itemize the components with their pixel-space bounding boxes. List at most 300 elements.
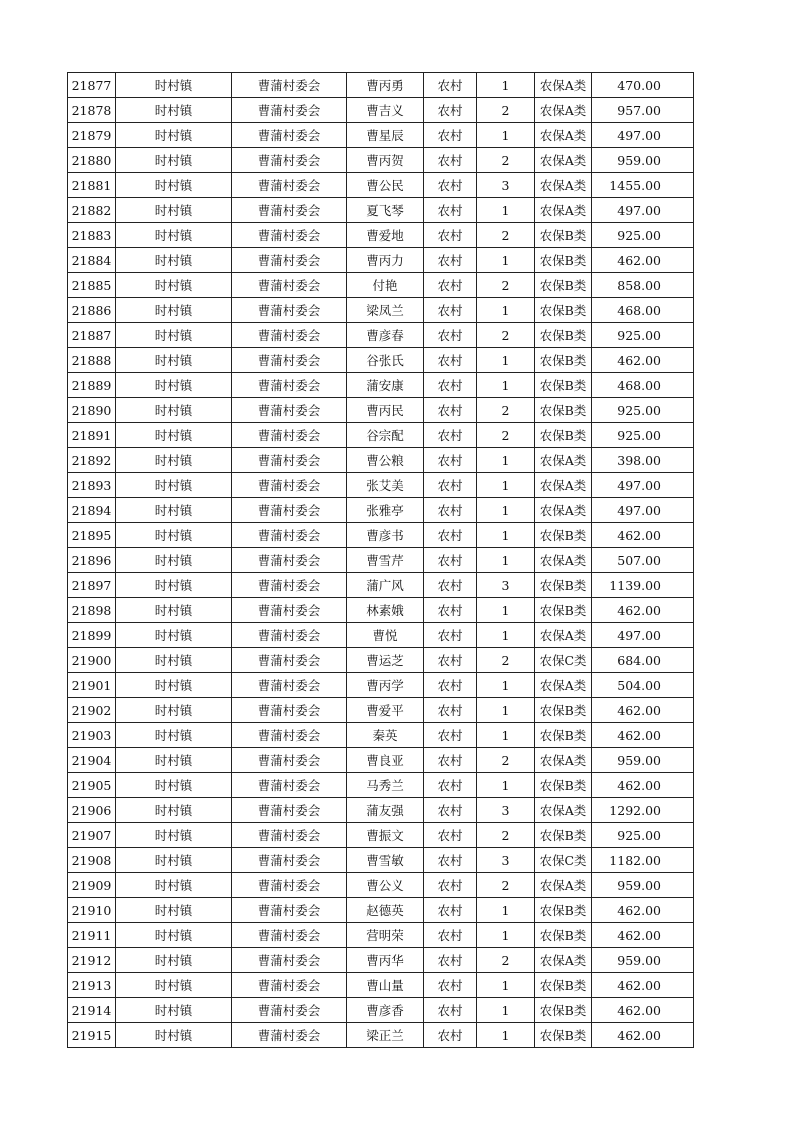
insurance-category-cell: 农保A类 (535, 98, 592, 123)
area-type-cell: 农村 (424, 123, 477, 148)
table-row (68, 423, 694, 448)
amount-cell: 925.00 (592, 323, 694, 348)
table-row (68, 698, 694, 723)
insurance-category-cell: 农保B类 (535, 373, 592, 398)
serial-number-cell: 21912 (68, 948, 116, 973)
amount-cell: 959.00 (592, 948, 694, 973)
area-type-cell: 农村 (424, 523, 477, 548)
name-cell: 曹丙贺 (347, 148, 424, 173)
insurance-category-cell: 农保A类 (535, 948, 592, 973)
table-row (68, 973, 694, 998)
name-cell: 谷宗配 (347, 423, 424, 448)
household-count-cell: 2 (477, 748, 535, 773)
household-count-cell: 1 (477, 723, 535, 748)
serial-number-cell: 21889 (68, 373, 116, 398)
village-committee-cell: 曹蒲村委会 (232, 323, 347, 348)
insurance-category-cell: 农保B类 (535, 298, 592, 323)
table-row (68, 823, 694, 848)
household-count-cell: 2 (477, 98, 535, 123)
area-type-cell: 农村 (424, 348, 477, 373)
town-cell: 时村镇 (116, 173, 232, 198)
household-count-cell: 1 (477, 973, 535, 998)
amount-cell: 462.00 (592, 248, 694, 273)
name-cell: 曹丙学 (347, 673, 424, 698)
household-count-cell: 1 (477, 448, 535, 473)
area-type-cell: 农村 (424, 73, 477, 98)
name-cell: 曹丙华 (347, 948, 424, 973)
name-cell: 梁正兰 (347, 1023, 424, 1048)
household-count-cell: 3 (477, 798, 535, 823)
amount-cell: 925.00 (592, 398, 694, 423)
area-type-cell: 农村 (424, 723, 477, 748)
village-committee-cell: 曹蒲村委会 (232, 723, 347, 748)
village-committee-cell: 曹蒲村委会 (232, 273, 347, 298)
village-committee-cell: 曹蒲村委会 (232, 948, 347, 973)
town-cell: 时村镇 (116, 1023, 232, 1048)
household-count-cell: 2 (477, 223, 535, 248)
town-cell: 时村镇 (116, 473, 232, 498)
insurance-category-cell: 农保B类 (535, 973, 592, 998)
town-cell: 时村镇 (116, 748, 232, 773)
name-cell: 秦英 (347, 723, 424, 748)
household-count-cell: 1 (477, 698, 535, 723)
village-committee-cell: 曹蒲村委会 (232, 248, 347, 273)
table-row (68, 898, 694, 923)
insurance-category-cell: 农保B类 (535, 823, 592, 848)
table-row (68, 298, 694, 323)
town-cell: 时村镇 (116, 648, 232, 673)
household-count-cell: 1 (477, 548, 535, 573)
table-row (68, 748, 694, 773)
area-type-cell: 农村 (424, 223, 477, 248)
amount-cell: 462.00 (592, 923, 694, 948)
serial-number-cell: 21882 (68, 198, 116, 223)
serial-number-cell: 21895 (68, 523, 116, 548)
serial-number-cell: 21879 (68, 123, 116, 148)
household-count-cell: 2 (477, 398, 535, 423)
insurance-category-cell: 农保A类 (535, 148, 592, 173)
town-cell: 时村镇 (116, 673, 232, 698)
name-cell: 蒲安康 (347, 373, 424, 398)
name-cell: 曹丙力 (347, 248, 424, 273)
table-row (68, 873, 694, 898)
insurance-category-cell: 农保B类 (535, 698, 592, 723)
household-count-cell: 1 (477, 598, 535, 623)
insurance-category-cell: 农保B类 (535, 573, 592, 598)
table-row (68, 623, 694, 648)
serial-number-cell: 21897 (68, 573, 116, 598)
amount-cell: 497.00 (592, 623, 694, 648)
name-cell: 曹彦香 (347, 998, 424, 1023)
serial-number-cell: 21880 (68, 148, 116, 173)
table-row (68, 273, 694, 298)
household-count-cell: 1 (477, 348, 535, 373)
town-cell: 时村镇 (116, 348, 232, 373)
insurance-category-cell: 农保B类 (535, 248, 592, 273)
serial-number-cell: 21890 (68, 398, 116, 423)
amount-cell: 959.00 (592, 748, 694, 773)
area-type-cell: 农村 (424, 573, 477, 598)
household-count-cell: 1 (477, 473, 535, 498)
insurance-category-cell: 农保B类 (535, 773, 592, 798)
area-type-cell: 农村 (424, 823, 477, 848)
table-row (68, 148, 694, 173)
area-type-cell: 农村 (424, 298, 477, 323)
household-count-cell: 1 (477, 198, 535, 223)
village-committee-cell: 曹蒲村委会 (232, 673, 347, 698)
amount-cell: 1455.00 (592, 173, 694, 198)
serial-number-cell: 21908 (68, 848, 116, 873)
insurance-category-cell: 农保A类 (535, 198, 592, 223)
town-cell: 时村镇 (116, 623, 232, 648)
serial-number-cell: 21911 (68, 923, 116, 948)
name-cell: 曹彦春 (347, 323, 424, 348)
insurance-category-cell: 农保B类 (535, 348, 592, 373)
name-cell: 付艳 (347, 273, 424, 298)
insurance-category-cell: 农保B类 (535, 923, 592, 948)
town-cell: 时村镇 (116, 448, 232, 473)
serial-number-cell: 21881 (68, 173, 116, 198)
table-row (68, 648, 694, 673)
serial-number-cell: 21910 (68, 898, 116, 923)
household-count-cell: 1 (477, 673, 535, 698)
amount-cell: 468.00 (592, 298, 694, 323)
amount-cell: 497.00 (592, 498, 694, 523)
name-cell: 曹丙民 (347, 398, 424, 423)
amount-cell: 462.00 (592, 1023, 694, 1048)
area-type-cell: 农村 (424, 598, 477, 623)
town-cell: 时村镇 (116, 723, 232, 748)
household-count-cell: 1 (477, 123, 535, 148)
village-committee-cell: 曹蒲村委会 (232, 848, 347, 873)
serial-number-cell: 21898 (68, 598, 116, 623)
table-row (68, 948, 694, 973)
serial-number-cell: 21893 (68, 473, 116, 498)
village-committee-cell: 曹蒲村委会 (232, 973, 347, 998)
amount-cell: 1292.00 (592, 798, 694, 823)
name-cell: 曹公民 (347, 173, 424, 198)
insurance-category-cell: 农保C类 (535, 848, 592, 873)
serial-number-cell: 21894 (68, 498, 116, 523)
town-cell: 时村镇 (116, 498, 232, 523)
area-type-cell: 农村 (424, 198, 477, 223)
household-count-cell: 3 (477, 848, 535, 873)
amount-cell: 462.00 (592, 973, 694, 998)
table-row (68, 1023, 694, 1048)
village-committee-cell: 曹蒲村委会 (232, 598, 347, 623)
village-committee-cell: 曹蒲村委会 (232, 73, 347, 98)
serial-number-cell: 21892 (68, 448, 116, 473)
household-count-cell: 1 (477, 298, 535, 323)
village-committee-cell: 曹蒲村委会 (232, 473, 347, 498)
amount-cell: 462.00 (592, 998, 694, 1023)
serial-number-cell: 21883 (68, 223, 116, 248)
insurance-category-cell: 农保B类 (535, 323, 592, 348)
name-cell: 梁凤兰 (347, 298, 424, 323)
table-row (68, 73, 694, 98)
insurance-category-cell: 农保A类 (535, 473, 592, 498)
amount-cell: 504.00 (592, 673, 694, 698)
town-cell: 时村镇 (116, 873, 232, 898)
serial-number-cell: 21877 (68, 73, 116, 98)
serial-number-cell: 21909 (68, 873, 116, 898)
insurance-category-cell: 农保A类 (535, 748, 592, 773)
amount-cell: 959.00 (592, 873, 694, 898)
serial-number-cell: 21888 (68, 348, 116, 373)
town-cell: 时村镇 (116, 523, 232, 548)
household-count-cell: 1 (477, 373, 535, 398)
town-cell: 时村镇 (116, 798, 232, 823)
amount-cell: 462.00 (592, 773, 694, 798)
village-committee-cell: 曹蒲村委会 (232, 798, 347, 823)
household-count-cell: 1 (477, 248, 535, 273)
area-type-cell: 农村 (424, 473, 477, 498)
insurance-category-cell: 农保A类 (535, 498, 592, 523)
area-type-cell: 农村 (424, 898, 477, 923)
area-type-cell: 农村 (424, 998, 477, 1023)
town-cell: 时村镇 (116, 323, 232, 348)
village-committee-cell: 曹蒲村委会 (232, 223, 347, 248)
area-type-cell: 农村 (424, 248, 477, 273)
name-cell: 曹彦书 (347, 523, 424, 548)
village-committee-cell: 曹蒲村委会 (232, 1023, 347, 1048)
household-count-cell: 1 (477, 998, 535, 1023)
town-cell: 时村镇 (116, 373, 232, 398)
village-committee-cell: 曹蒲村委会 (232, 823, 347, 848)
amount-cell: 925.00 (592, 423, 694, 448)
amount-cell: 468.00 (592, 373, 694, 398)
village-committee-cell: 曹蒲村委会 (232, 423, 347, 448)
insurance-category-cell: 农保A类 (535, 123, 592, 148)
area-type-cell: 农村 (424, 848, 477, 873)
name-cell: 林素娥 (347, 598, 424, 623)
name-cell: 赵德英 (347, 898, 424, 923)
town-cell: 时村镇 (116, 998, 232, 1023)
insurance-category-cell: 农保B类 (535, 398, 592, 423)
serial-number-cell: 21900 (68, 648, 116, 673)
area-type-cell: 农村 (424, 273, 477, 298)
table-row (68, 523, 694, 548)
insurance-category-cell: 农保A类 (535, 873, 592, 898)
amount-cell: 462.00 (592, 898, 694, 923)
amount-cell: 398.00 (592, 448, 694, 473)
amount-cell: 957.00 (592, 98, 694, 123)
amount-cell: 959.00 (592, 148, 694, 173)
serial-number-cell: 21906 (68, 798, 116, 823)
village-committee-cell: 曹蒲村委会 (232, 623, 347, 648)
serial-number-cell: 21903 (68, 723, 116, 748)
table-row (68, 498, 694, 523)
table-row (68, 223, 694, 248)
amount-cell: 925.00 (592, 823, 694, 848)
table-row (68, 923, 694, 948)
village-committee-cell: 曹蒲村委会 (232, 548, 347, 573)
household-count-cell: 2 (477, 873, 535, 898)
insurance-category-cell: 农保A类 (535, 798, 592, 823)
town-cell: 时村镇 (116, 198, 232, 223)
amount-cell: 1182.00 (592, 848, 694, 873)
table-row (68, 798, 694, 823)
household-count-cell: 1 (477, 623, 535, 648)
name-cell: 曹公粮 (347, 448, 424, 473)
insurance-category-cell: 农保A类 (535, 623, 592, 648)
insurance-category-cell: 农保B类 (535, 423, 592, 448)
town-cell: 时村镇 (116, 148, 232, 173)
area-type-cell: 农村 (424, 673, 477, 698)
area-type-cell: 农村 (424, 973, 477, 998)
town-cell: 时村镇 (116, 423, 232, 448)
table-row (68, 398, 694, 423)
area-type-cell: 农村 (424, 373, 477, 398)
area-type-cell: 农村 (424, 423, 477, 448)
name-cell: 蒲友强 (347, 798, 424, 823)
table-row (68, 848, 694, 873)
village-committee-cell: 曹蒲村委会 (232, 648, 347, 673)
area-type-cell: 农村 (424, 398, 477, 423)
area-type-cell: 农村 (424, 1023, 477, 1048)
village-committee-cell: 曹蒲村委会 (232, 123, 347, 148)
town-cell: 时村镇 (116, 848, 232, 873)
town-cell: 时村镇 (116, 223, 232, 248)
village-committee-cell: 曹蒲村委会 (232, 923, 347, 948)
insurance-category-cell: 农保A类 (535, 548, 592, 573)
table-row (68, 548, 694, 573)
serial-number-cell: 21878 (68, 98, 116, 123)
amount-cell: 462.00 (592, 723, 694, 748)
household-count-cell: 1 (477, 523, 535, 548)
insurance-category-cell: 农保A类 (535, 448, 592, 473)
serial-number-cell: 21904 (68, 748, 116, 773)
household-count-cell: 3 (477, 173, 535, 198)
amount-cell: 684.00 (592, 648, 694, 673)
village-committee-cell: 曹蒲村委会 (232, 523, 347, 548)
serial-number-cell: 21884 (68, 248, 116, 273)
town-cell: 时村镇 (116, 248, 232, 273)
name-cell: 曹爱地 (347, 223, 424, 248)
area-type-cell: 农村 (424, 148, 477, 173)
amount-cell: 462.00 (592, 598, 694, 623)
town-cell: 时村镇 (116, 548, 232, 573)
area-type-cell: 农村 (424, 948, 477, 973)
area-type-cell: 农村 (424, 548, 477, 573)
area-type-cell: 农村 (424, 798, 477, 823)
serial-number-cell: 21891 (68, 423, 116, 448)
table-row (68, 448, 694, 473)
insurance-category-cell: 农保A类 (535, 73, 592, 98)
serial-number-cell: 21886 (68, 298, 116, 323)
village-committee-cell: 曹蒲村委会 (232, 748, 347, 773)
serial-number-cell: 21901 (68, 673, 116, 698)
name-cell: 夏飞琴 (347, 198, 424, 223)
amount-cell: 497.00 (592, 123, 694, 148)
insurance-category-cell: 农保B类 (535, 273, 592, 298)
area-type-cell: 农村 (424, 923, 477, 948)
name-cell: 曹丙勇 (347, 73, 424, 98)
town-cell: 时村镇 (116, 573, 232, 598)
town-cell: 时村镇 (116, 973, 232, 998)
insurance-category-cell: 农保B类 (535, 1023, 592, 1048)
village-committee-cell: 曹蒲村委会 (232, 298, 347, 323)
name-cell: 曹山量 (347, 973, 424, 998)
household-count-cell: 2 (477, 273, 535, 298)
name-cell: 蒲广风 (347, 573, 424, 598)
name-cell: 曹振文 (347, 823, 424, 848)
village-committee-cell: 曹蒲村委会 (232, 398, 347, 423)
name-cell: 曹悦 (347, 623, 424, 648)
household-count-cell: 1 (477, 1023, 535, 1048)
area-type-cell: 农村 (424, 698, 477, 723)
area-type-cell: 农村 (424, 623, 477, 648)
village-committee-cell: 曹蒲村委会 (232, 198, 347, 223)
village-committee-cell: 曹蒲村委会 (232, 173, 347, 198)
village-committee-cell: 曹蒲村委会 (232, 873, 347, 898)
name-cell: 曹星辰 (347, 123, 424, 148)
area-type-cell: 农村 (424, 498, 477, 523)
household-count-cell: 2 (477, 823, 535, 848)
insurance-category-cell: 农保B类 (535, 598, 592, 623)
area-type-cell: 农村 (424, 448, 477, 473)
household-count-cell: 1 (477, 498, 535, 523)
table-row (68, 773, 694, 798)
area-type-cell: 农村 (424, 873, 477, 898)
town-cell: 时村镇 (116, 98, 232, 123)
town-cell: 时村镇 (116, 898, 232, 923)
name-cell: 曹雪敏 (347, 848, 424, 873)
insurance-category-cell: 农保A类 (535, 673, 592, 698)
name-cell: 马秀兰 (347, 773, 424, 798)
town-cell: 时村镇 (116, 923, 232, 948)
insurance-category-cell: 农保B类 (535, 898, 592, 923)
village-committee-cell: 曹蒲村委会 (232, 998, 347, 1023)
serial-number-cell: 21913 (68, 973, 116, 998)
village-committee-cell: 曹蒲村委会 (232, 773, 347, 798)
name-cell: 谷张氏 (347, 348, 424, 373)
area-type-cell: 农村 (424, 648, 477, 673)
amount-cell: 497.00 (592, 473, 694, 498)
insurance-category-cell: 农保B类 (535, 523, 592, 548)
insurance-category-cell: 农保B类 (535, 223, 592, 248)
amount-cell: 470.00 (592, 73, 694, 98)
name-cell: 曹良亚 (347, 748, 424, 773)
household-count-cell: 3 (477, 573, 535, 598)
area-type-cell: 农村 (424, 173, 477, 198)
town-cell: 时村镇 (116, 123, 232, 148)
village-committee-cell: 曹蒲村委会 (232, 498, 347, 523)
serial-number-cell: 21896 (68, 548, 116, 573)
serial-number-cell: 21899 (68, 623, 116, 648)
amount-cell: 497.00 (592, 198, 694, 223)
village-committee-cell: 曹蒲村委会 (232, 98, 347, 123)
household-count-cell: 1 (477, 773, 535, 798)
household-count-cell: 1 (477, 73, 535, 98)
village-committee-cell: 曹蒲村委会 (232, 373, 347, 398)
household-count-cell: 2 (477, 323, 535, 348)
name-cell: 张艾美 (347, 473, 424, 498)
name-cell: 曹雪芹 (347, 548, 424, 573)
area-type-cell: 农村 (424, 773, 477, 798)
table-row (68, 573, 694, 598)
name-cell: 曹吉义 (347, 98, 424, 123)
table-row (68, 98, 694, 123)
insurance-category-cell: 农保B类 (535, 998, 592, 1023)
serial-number-cell: 21885 (68, 273, 116, 298)
name-cell: 张雅亭 (347, 498, 424, 523)
table-row (68, 598, 694, 623)
table-row (68, 373, 694, 398)
village-committee-cell: 曹蒲村委会 (232, 348, 347, 373)
insurance-category-cell: 农保A类 (535, 173, 592, 198)
table-row (68, 998, 694, 1023)
